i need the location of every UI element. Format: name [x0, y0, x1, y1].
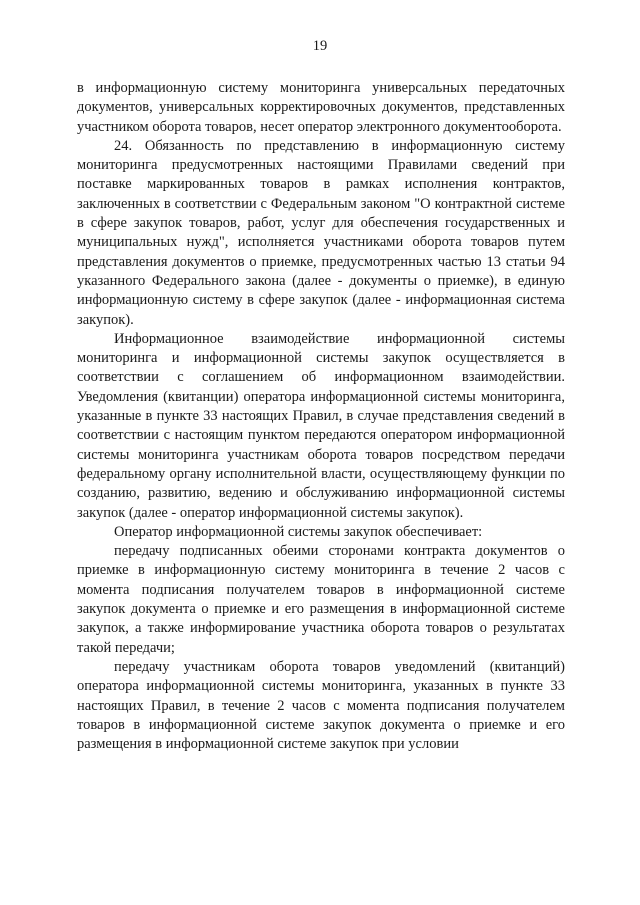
- paragraph-continuation: в информационную систему мониторинга универсальных передаточных документов, универсальных корректировочных документов, представленных участником оборота товаров, несет оператор электронного документооборота.: [77, 80, 565, 135]
- paragraph-transfer-notifications: передачу участникам оборота товаров уведомлений (квитанций) оператора информационной системы мониторинга, указанных в пункте 33 настоящих Правил, в течение 2 часов с момента подписания получателем товаров в информационной системе закупок документа о приемке и его размещения в информационной системе закупок при условии: [77, 658, 565, 753]
- paragraph-transfer-documents: передачу подписанных обеими сторонами контракта документов о приемке в информационную систему мониторинга в течение 2 часов с момента подписания получателем товаров в информационной системе закупок документа о приемке и его размещения в информационной системе закупок, а также информирование участника оборота товаров о результатах такой передачи;: [77, 543, 565, 656]
- paragraph-operator-provides: Оператор информационной системы закупок обеспечивает:: [114, 523, 483, 540]
- paragraph-item-24: 24. Обязанность по представлению в информационную систему мониторинга предусмотренных настоящими Правилами сведений при поставке маркированных товаров в рамках исполнения контрактов, заключенных в соответствии с Федеральным законом "О контрактной системе в сфере закупок товаров, работ, услуг для обеспечения государственных и муниципальных нужд", исполняется участниками оборота товаров путем представления документов о приемке, предусмотренных частью 13 статьи 94 указанного Федерального закона (далее - документы о приемке), в единую информационную систему в сфере закупок (далее - информационная система закупок).: [77, 137, 565, 328]
- body-text: [77, 79, 565, 754]
- paragraph-interaction: Информационное взаимодействие информационной системы мониторинга и информационной системы закупок осуществляется в соответствии с соглашением об информационном взаимодействии. Уведомления (квитанции) оператора информационной системы мониторинга, указанные в пункте 33 настоящих Правил, в случае представления сведений в соответствии с настоящим пунктом передаются оператором информационной системы мониторинга участникам оборота товаров посредством передачи федеральному органу исполнительной власти, осуществляющему функции по созданию, развитию, ведению и обслуживанию информационной системы закупок (далее - оператор информационной системы закупок).: [77, 330, 565, 521]
- page-number: 19: [312, 38, 328, 54]
